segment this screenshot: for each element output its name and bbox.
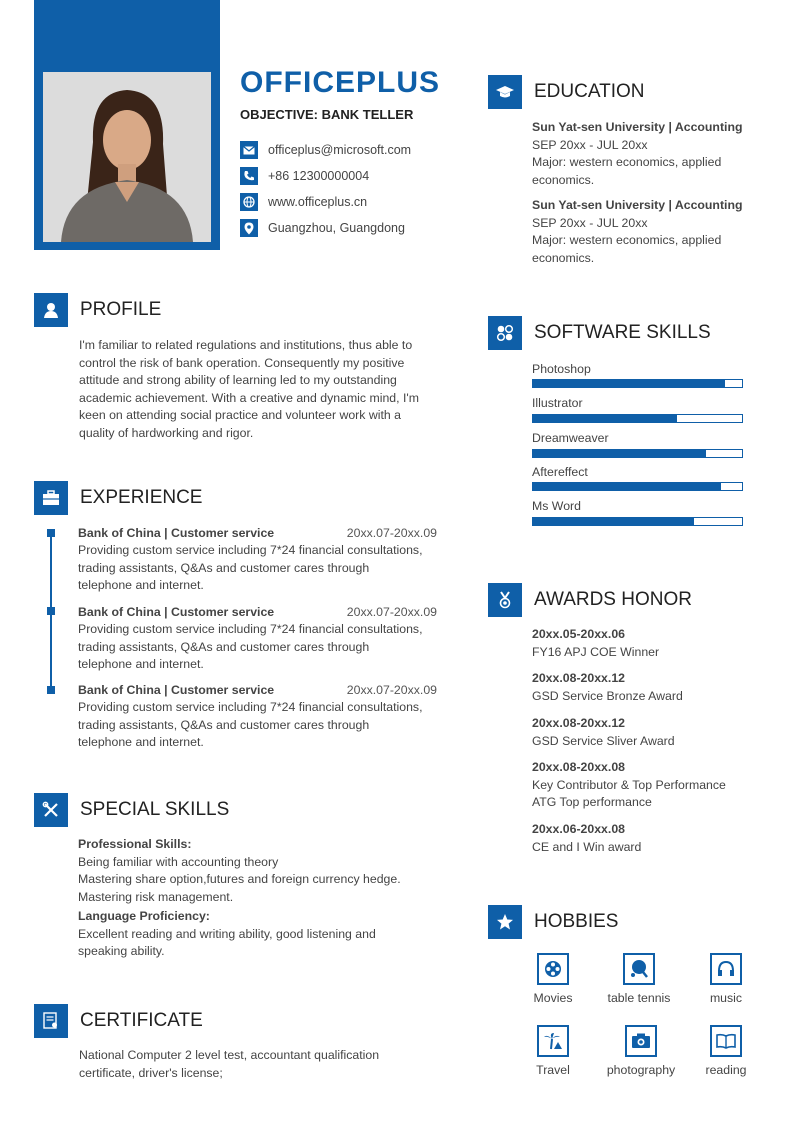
star-icon xyxy=(488,905,522,939)
experience-date: 20xx.07-20xx.09 xyxy=(346,683,437,697)
hobby-label: music xyxy=(709,991,743,1005)
awards-title: AWARDS HONOR xyxy=(534,589,692,610)
skill-name: Ms Word xyxy=(532,499,581,513)
education-date: SEP 20xx - JUL 20xx xyxy=(532,137,648,152)
contact-website xyxy=(240,192,367,212)
skill-line: Mastering share option,futures and foreign currency hedge. xyxy=(78,872,401,886)
experience-line: trading assistants, Q&As and customer cares through xyxy=(78,639,370,654)
experience-line: telephone and internet. xyxy=(78,578,204,592)
education-date: SEP 20xx - JUL 20xx xyxy=(532,215,648,230)
profile-line: keen on attending social practice and volunteer work with a xyxy=(79,408,401,422)
hobby-item xyxy=(601,1025,681,1077)
candidate-name: OFFICEPLUS xyxy=(240,66,441,99)
skill-bar xyxy=(532,517,743,526)
hobby-label: Movies xyxy=(533,991,573,1005)
experience-line: Providing custom service including 7*24 financial consultations, xyxy=(78,543,423,557)
certificate-text xyxy=(79,1047,449,1082)
certificate-line: certificate, driver's license; xyxy=(79,1065,223,1080)
language-heading: Language Proficiency: xyxy=(78,909,210,923)
experience-date: 20xx.07-20xx.09 xyxy=(346,605,437,619)
experience-org: Bank of China | Customer service xyxy=(78,683,275,697)
header-photo-frame xyxy=(34,0,220,250)
contact-phone-text: +86 12300000004 xyxy=(268,169,370,183)
hobby-item xyxy=(686,953,766,1005)
profile-title: PROFILE xyxy=(80,299,162,320)
skill-name: Dreamweaver xyxy=(532,431,609,445)
skill-bar-fill xyxy=(533,450,706,457)
award-line: ATG Top performance xyxy=(532,795,652,809)
experience-item xyxy=(78,525,443,595)
award-item xyxy=(532,759,762,812)
education-major: Major: western economics, applied xyxy=(532,155,722,169)
special-skills-title: SPECIAL SKILLS xyxy=(80,799,230,820)
timeline-dot xyxy=(47,686,55,694)
experience-item xyxy=(78,682,443,752)
award-line: CE and I Win award xyxy=(532,839,642,854)
experience-line: telephone and internet. xyxy=(78,735,204,749)
education-school: Sun Yat-sen University | Accounting xyxy=(532,198,743,212)
education-major: economics. xyxy=(532,250,595,265)
hobby-label: photography xyxy=(606,1063,676,1077)
skill-name: Illustrator xyxy=(532,396,583,410)
special-skills-text xyxy=(78,836,448,961)
experience-org: Bank of China | Customer service xyxy=(78,526,275,540)
award-item xyxy=(532,670,762,705)
experience-line: trading assistants, Q&As and customer cares through xyxy=(78,560,370,575)
award-line: FY16 APJ COE Winner xyxy=(532,644,660,659)
phone-icon xyxy=(240,167,258,185)
profile-line: I'm familiar to related regulations and institutions, thus able to xyxy=(79,338,413,352)
education-school: Sun Yat-sen University | Accounting xyxy=(532,120,743,134)
certificate-icon xyxy=(34,1004,68,1038)
skill-bar xyxy=(532,414,743,423)
award-line: Key Contributor & Top Performance xyxy=(532,777,726,792)
headphones-icon xyxy=(710,953,742,985)
experience-line: Providing custom service including 7*24 financial consultations, xyxy=(78,622,423,636)
profile-photo xyxy=(43,72,211,242)
education-major: economics. xyxy=(532,172,595,187)
location-pin-icon xyxy=(240,219,258,237)
award-date: 20xx.05-20xx.06 xyxy=(532,627,625,641)
skill-bar xyxy=(532,379,743,388)
film-reel-icon xyxy=(537,953,569,985)
camera-icon xyxy=(625,1025,657,1057)
skill-line: Being familiar with accounting theory xyxy=(78,854,279,869)
special-skills-section-header xyxy=(34,793,229,827)
experience-line: Providing custom service including 7*24 financial consultations, xyxy=(78,700,423,714)
award-item xyxy=(532,626,762,661)
language-line: Excellent reading and writing ability, good listening and xyxy=(78,926,376,941)
contact-location-text: Guangzhou, Guangdong xyxy=(268,221,405,235)
palm-tree-icon xyxy=(537,1025,569,1057)
user-icon xyxy=(34,293,68,327)
experience-title: EXPERIENCE xyxy=(80,487,203,508)
hobby-item xyxy=(513,1025,593,1077)
skill-line: Mastering risk management. xyxy=(78,889,234,904)
language-line: speaking ability. xyxy=(78,944,165,958)
award-line: GSD Service Bronze Award xyxy=(532,688,683,703)
certificate-line: National Computer 2 level test, accountant qualification xyxy=(79,1048,380,1062)
contact-website-text: www.officeplus.cn xyxy=(268,195,368,209)
mail-icon xyxy=(240,141,258,159)
profile-section-header xyxy=(34,293,161,327)
book-icon xyxy=(710,1025,742,1057)
experience-line: trading assistants, Q&As and customer cares through xyxy=(78,717,370,732)
professional-skills-heading: Professional Skills: xyxy=(78,837,192,851)
experience-section-header xyxy=(34,481,202,515)
contact-phone xyxy=(240,166,369,186)
objective-line: OBJECTIVE: BANK TELLER xyxy=(240,107,414,122)
skill-bar-fill xyxy=(533,518,694,525)
medal-icon xyxy=(488,583,522,617)
education-item xyxy=(532,197,772,267)
hobby-label: Travel xyxy=(536,1063,570,1077)
skill-bar xyxy=(532,482,743,491)
education-section-header xyxy=(488,75,644,109)
skill-bar xyxy=(532,449,743,458)
software-skills-title: SOFTWARE SKILLS xyxy=(534,322,711,343)
awards-section-header xyxy=(488,583,692,617)
award-date: 20xx.08-20xx.12 xyxy=(532,716,625,730)
profile-line: attitude and strong ability of learning led to my outstanding xyxy=(79,373,397,387)
award-date: 20xx.06-20xx.08 xyxy=(532,822,625,836)
globe-icon xyxy=(240,193,258,211)
software-skills-section-header xyxy=(488,316,711,350)
hobbies-title: HOBBIES xyxy=(534,911,619,932)
skill-bar-fill xyxy=(533,415,677,422)
education-major: Major: western economics, applied xyxy=(532,233,722,247)
contact-email xyxy=(240,140,411,160)
hobby-label: table tennis xyxy=(607,991,671,1005)
hobby-item xyxy=(513,953,593,1005)
award-item xyxy=(532,715,762,750)
award-date: 20xx.08-20xx.12 xyxy=(532,671,625,685)
profile-line: control the risk of bank operation. Consequently my positive xyxy=(79,355,405,370)
apps-grid-icon xyxy=(488,316,522,350)
certificate-section-header xyxy=(34,1004,203,1038)
hobby-label: reading xyxy=(705,1063,747,1077)
contact-location xyxy=(240,218,405,238)
hobbies-section-header xyxy=(488,905,618,939)
tools-icon xyxy=(34,793,68,827)
experience-date: 20xx.07-20xx.09 xyxy=(346,526,437,540)
timeline-dot xyxy=(47,607,55,615)
certificate-title: CERTIFICATE xyxy=(80,1010,203,1031)
skill-name: Aftereffect xyxy=(532,465,588,479)
graduation-cap-icon xyxy=(488,75,522,109)
briefcase-icon xyxy=(34,481,68,515)
timeline-dot xyxy=(47,529,55,537)
profile-line: academic achievement. With a creative and dynamic mind, I'm xyxy=(79,390,419,405)
skill-name: Photoshop xyxy=(532,362,591,376)
ping-pong-icon xyxy=(623,953,655,985)
award-line: GSD Service Sliver Award xyxy=(532,733,675,748)
education-item xyxy=(532,119,772,189)
skill-bar-fill xyxy=(533,483,721,490)
skill-bar-fill xyxy=(533,380,725,387)
experience-item xyxy=(78,604,443,674)
profile-text xyxy=(79,337,449,442)
award-item xyxy=(532,821,762,856)
profile-line: quality of hardworking and rigor. xyxy=(79,425,254,440)
hobby-item xyxy=(599,953,679,1005)
hobby-item xyxy=(686,1025,766,1077)
education-title: EDUCATION xyxy=(534,81,645,102)
experience-line: telephone and internet. xyxy=(78,657,204,671)
contact-email-text: officeplus@microsoft.com xyxy=(268,143,412,157)
experience-org: Bank of China | Customer service xyxy=(78,605,275,619)
award-date: 20xx.08-20xx.08 xyxy=(532,760,625,774)
